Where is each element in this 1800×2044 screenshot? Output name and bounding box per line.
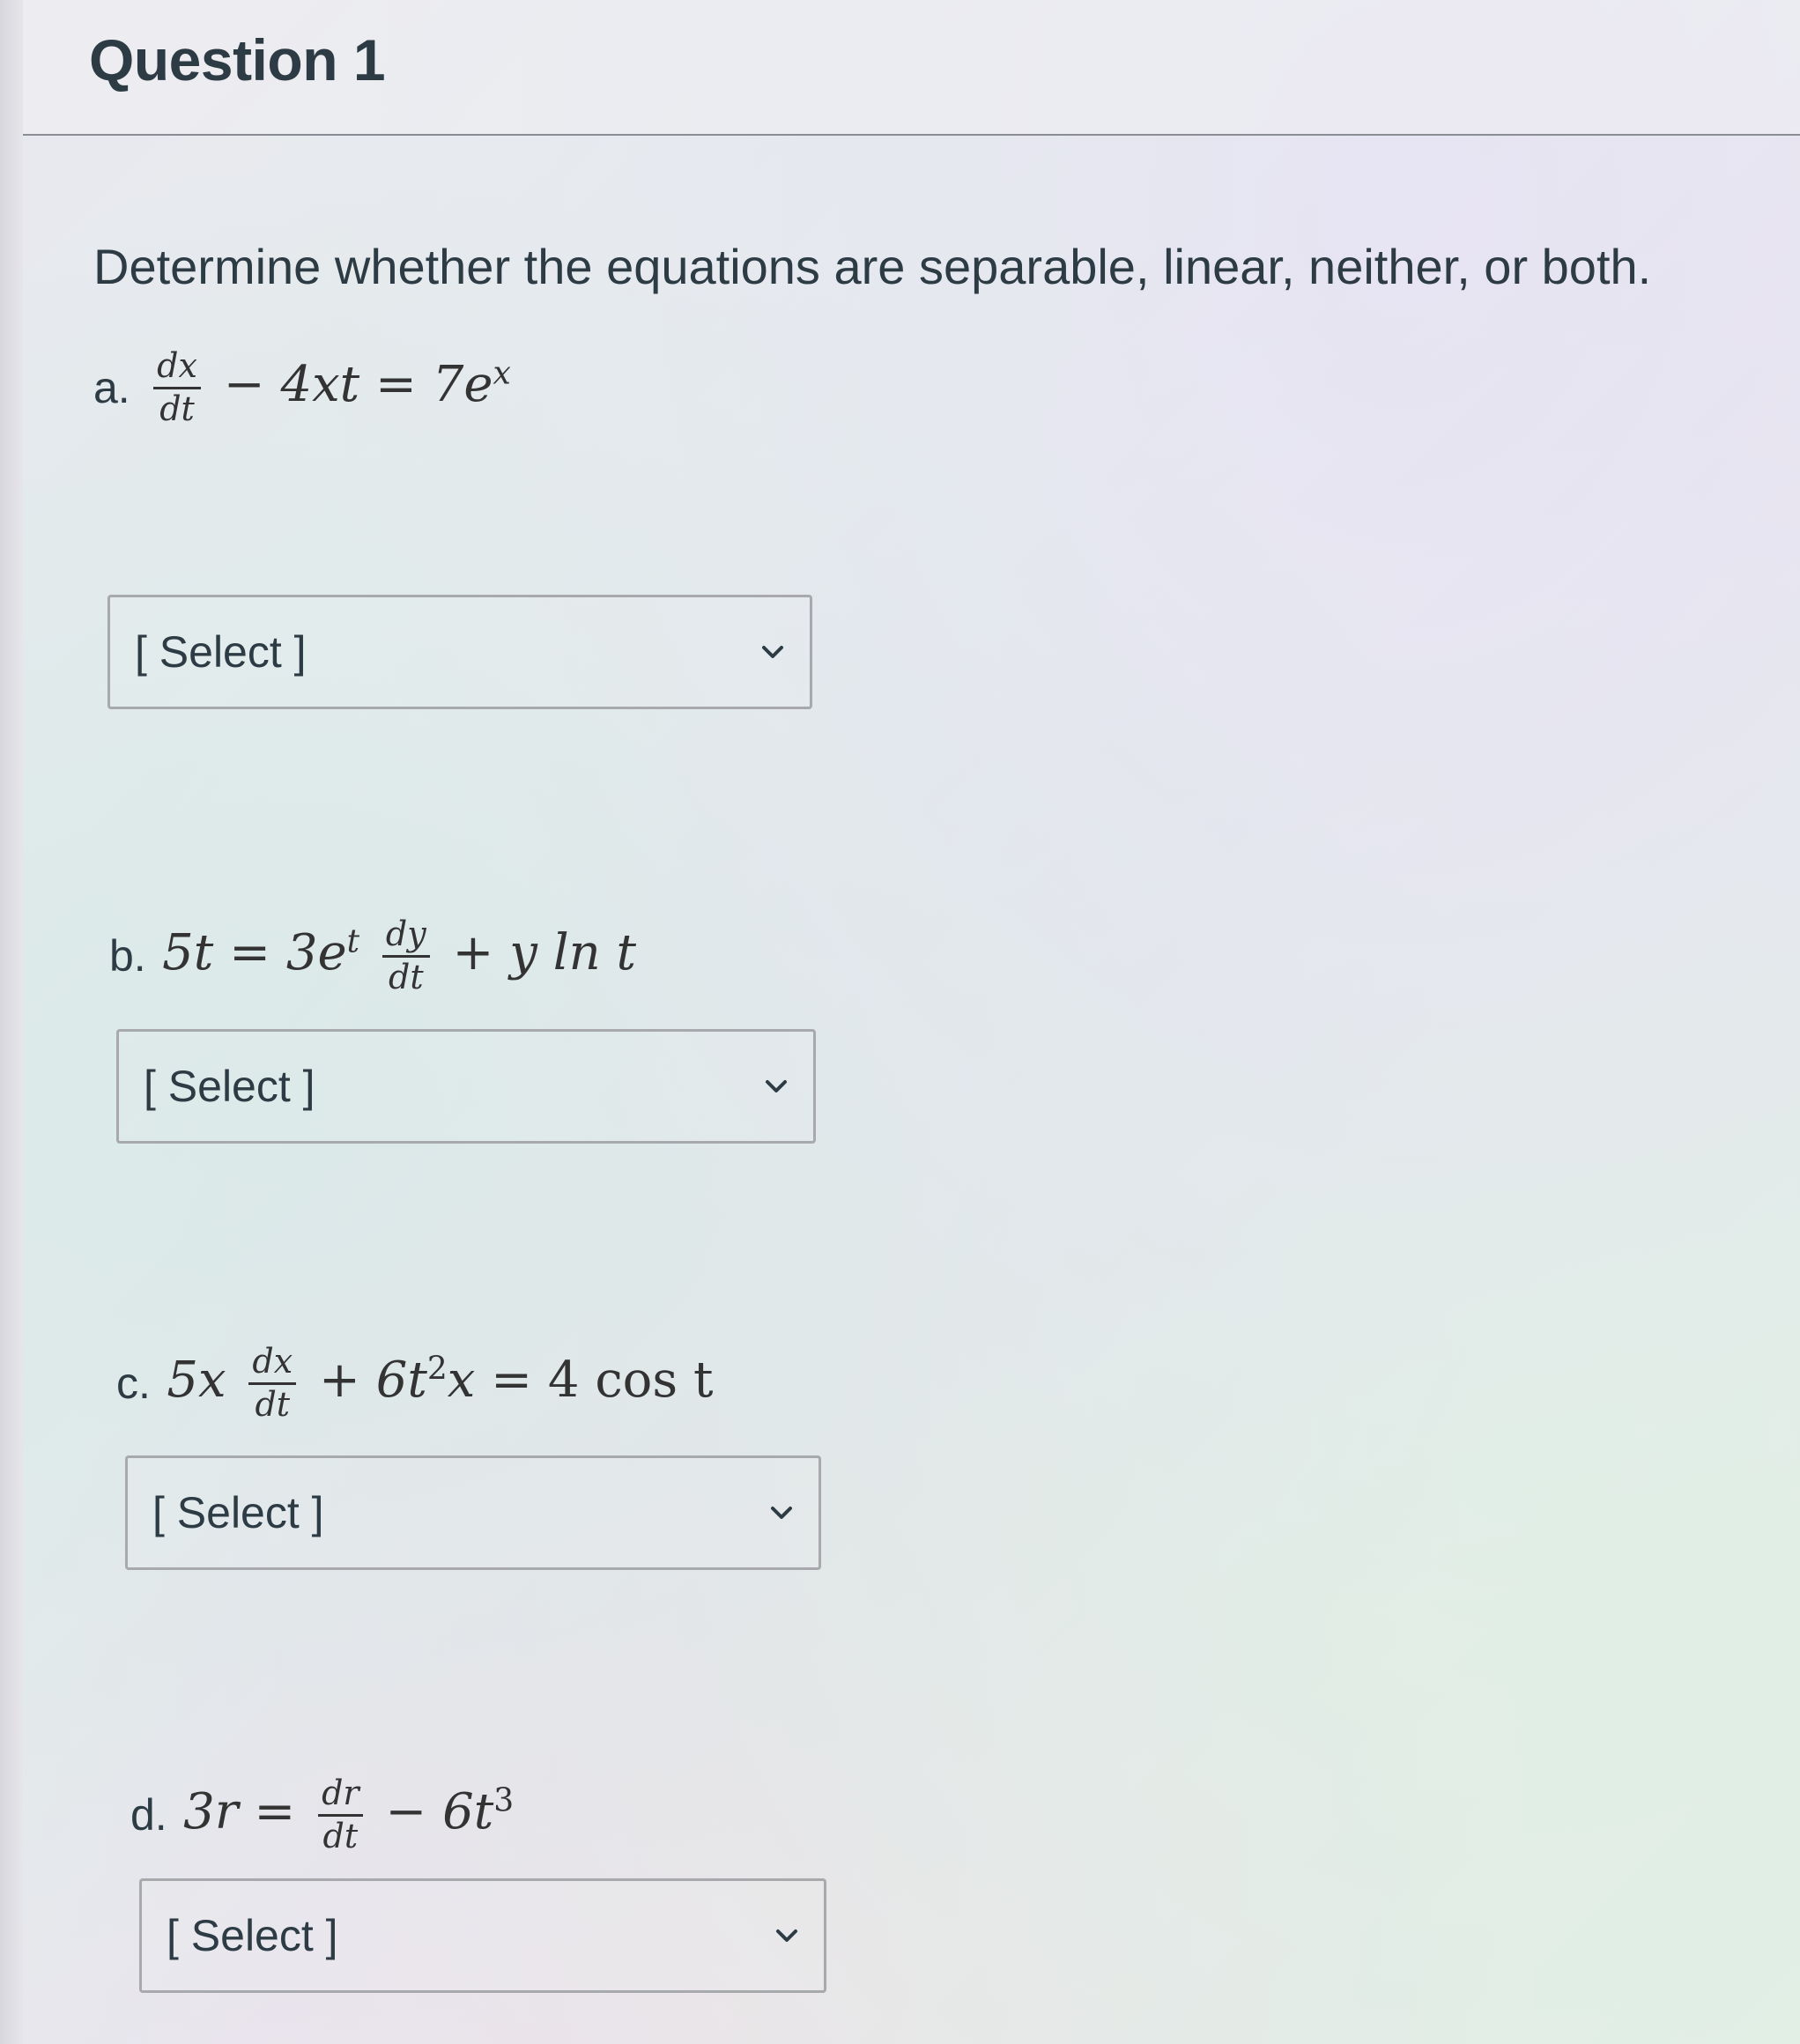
chevron-down-icon xyxy=(762,1072,790,1100)
question-title: Question 1 xyxy=(89,27,386,93)
chevron-down-icon xyxy=(759,638,787,666)
part-b-select[interactable] xyxy=(116,1029,816,1144)
derivative-fraction: $\frac{dx}{dt}$ xyxy=(248,1344,296,1424)
question-header xyxy=(23,0,1800,136)
part-letter: d. xyxy=(130,1790,167,1840)
quiz-content xyxy=(23,0,1800,2044)
equation-b: $5t = 3e^t$ $\frac{dy}{dt}$ + y ln t xyxy=(162,915,636,996)
derivative-fraction: $\frac{dr}{dt}$ xyxy=(318,1775,363,1855)
equation-d: 3r = $\frac{dr}{dt}$ − $6t^3$ xyxy=(183,1774,515,1855)
part-a-equation xyxy=(93,348,511,428)
equation-c: 5x $\frac{dx}{dt}$ + $6t^2x = 4$ cos t xyxy=(167,1342,714,1424)
screen-edge xyxy=(0,0,23,2044)
part-d-equation xyxy=(130,1775,514,1855)
chevron-down-icon xyxy=(767,1499,796,1527)
chevron-down-icon xyxy=(773,1922,801,1950)
equation-a: $\frac{dx}{dt}$ − $4xt = 7e^x$ xyxy=(146,356,511,413)
part-letter: a. xyxy=(93,363,130,413)
part-a-select[interactable] xyxy=(107,595,812,709)
question-instructions: Determine whether the equations are separable, linear, neither, or both. xyxy=(93,239,1652,294)
select-value: [ Select ] xyxy=(135,627,307,677)
select-value: [ Select ] xyxy=(144,1062,315,1111)
select-value: [ Select ] xyxy=(167,1911,338,1960)
part-d-select[interactable] xyxy=(139,1878,826,1993)
derivative-fraction: $\frac{dx}{dt}$ xyxy=(153,348,201,428)
select-value: [ Select ] xyxy=(152,1488,324,1537)
part-c-select[interactable] xyxy=(125,1455,821,1570)
part-letter: c. xyxy=(116,1359,151,1409)
part-b-equation xyxy=(109,916,636,996)
part-c-equation xyxy=(116,1344,713,1424)
derivative-fraction: $\frac{dy}{dt}$ xyxy=(382,916,430,996)
part-letter: b. xyxy=(109,931,146,981)
